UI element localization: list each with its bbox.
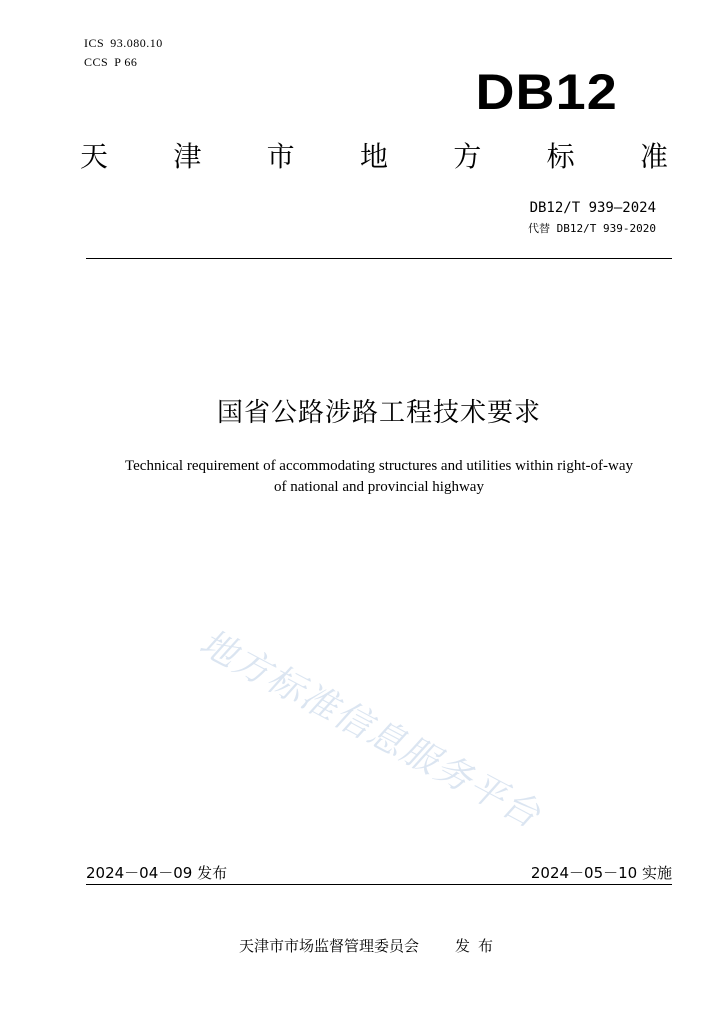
ccs-label: CCS	[84, 55, 109, 69]
issuer-name: 天津市市场监督管理委员会	[238, 937, 419, 955]
title-en-line: of national and provincial highway	[274, 479, 484, 495]
watermark: 地方标准信息服务平台	[192, 622, 548, 837]
ics-classification	[84, 36, 163, 50]
standard-category	[80, 141, 668, 173]
ics-label: ICS	[84, 36, 105, 50]
replaced-standard: 代替 DB12/T 939-2020	[528, 222, 656, 235]
category-char: 市	[266, 140, 295, 173]
category-char: 津	[173, 140, 202, 173]
title-en-line: Technical requirement of accommodating structures and utilities within right-of-way	[125, 458, 633, 474]
issuer-action: 发布	[455, 937, 502, 955]
footer-divider	[86, 884, 672, 885]
category-char: 标	[546, 140, 575, 173]
category-char: 地	[359, 140, 388, 173]
category-char: 天	[80, 140, 109, 173]
implementation-date: 2024－05－10 实施	[530, 864, 672, 882]
ccs-code: P 66	[114, 55, 138, 69]
standard-code-logo: DB12	[475, 64, 618, 120]
document-title-en	[80, 456, 678, 498]
header-divider	[86, 258, 672, 259]
issuer	[0, 936, 724, 956]
standard-number: DB12/T 939—2024	[529, 200, 656, 216]
category-char: 方	[453, 140, 482, 173]
category-char: 准	[639, 140, 668, 173]
ics-code: 93.080.10	[110, 36, 163, 50]
ccs-classification	[84, 55, 137, 69]
document-title-cn: 国省公路涉路工程技术要求	[216, 398, 541, 428]
issue-date: 2024－04－09 发布	[86, 864, 228, 882]
